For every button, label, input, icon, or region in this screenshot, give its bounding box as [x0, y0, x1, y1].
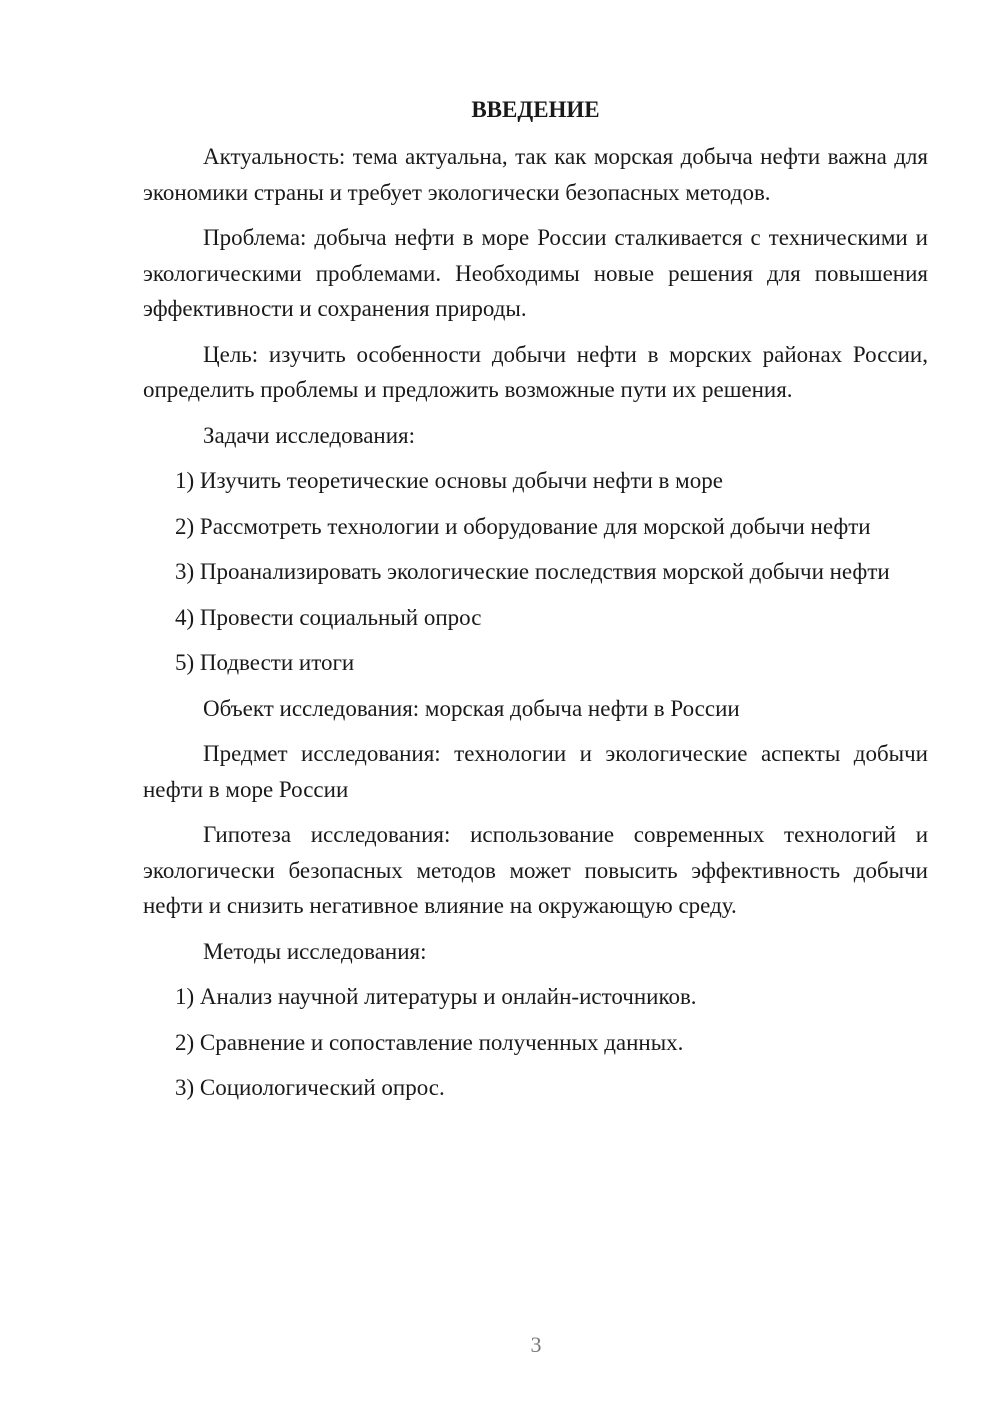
method-item: 3) Социологический опрос. — [175, 1075, 445, 1100]
task-item: 5) Подвести итоги — [175, 650, 355, 675]
methods-heading: Методы исследования: — [203, 938, 427, 964]
hypothesis-paragraph: Гипотеза исследования: использование современных технологий и экологически безопасных методов может повысить эффективность добычи нефти и снизить негативное влияние на окружающую среду. — [143, 822, 928, 918]
section-title: ВВЕДЕНИЕ — [471, 97, 600, 122]
tasks-heading: Задачи исследования: — [203, 422, 416, 448]
task-item: 3) Проанализировать экологические последствия морской добычи нефти — [175, 559, 890, 584]
problem-paragraph: Проблема: добыча нефти в море России сталкивается с техническими и экологическими проблемами. Необходимы новые решения для повышения эффективности и сохранения природы. — [143, 225, 928, 321]
method-item: 2) Сравнение и сопоставление полученных данных. — [175, 1029, 684, 1055]
method-item: 1) Анализ научной литературы и онлайн-источников. — [175, 984, 697, 1009]
page-number: 3 — [530, 1332, 542, 1357]
object-paragraph: Объект исследования: морская добыча нефти в России — [203, 695, 740, 721]
task-item: 1) Изучить теоретические основы добычи нефти в море — [175, 468, 723, 493]
subject-paragraph: Предмет исследования: технологии и экологические аспекты добычи нефти в море России — [143, 741, 928, 802]
task-item: 2) Рассмотреть технологии и оборудование для морской добычи нефти — [175, 513, 871, 539]
relevance-paragraph: Актуальность: тема актуальна, так как морская добыча нефти важна для экономики страны и требует экологически безопасных методов. — [143, 144, 928, 205]
task-item: 4) Провести социальный опрос — [175, 604, 482, 630]
goal-paragraph: Цель: изучить особенности добычи нефти в морских районах России, определить проблемы и предложить возможные пути их решения. — [143, 341, 928, 402]
document-page — [143, 93, 928, 1116]
